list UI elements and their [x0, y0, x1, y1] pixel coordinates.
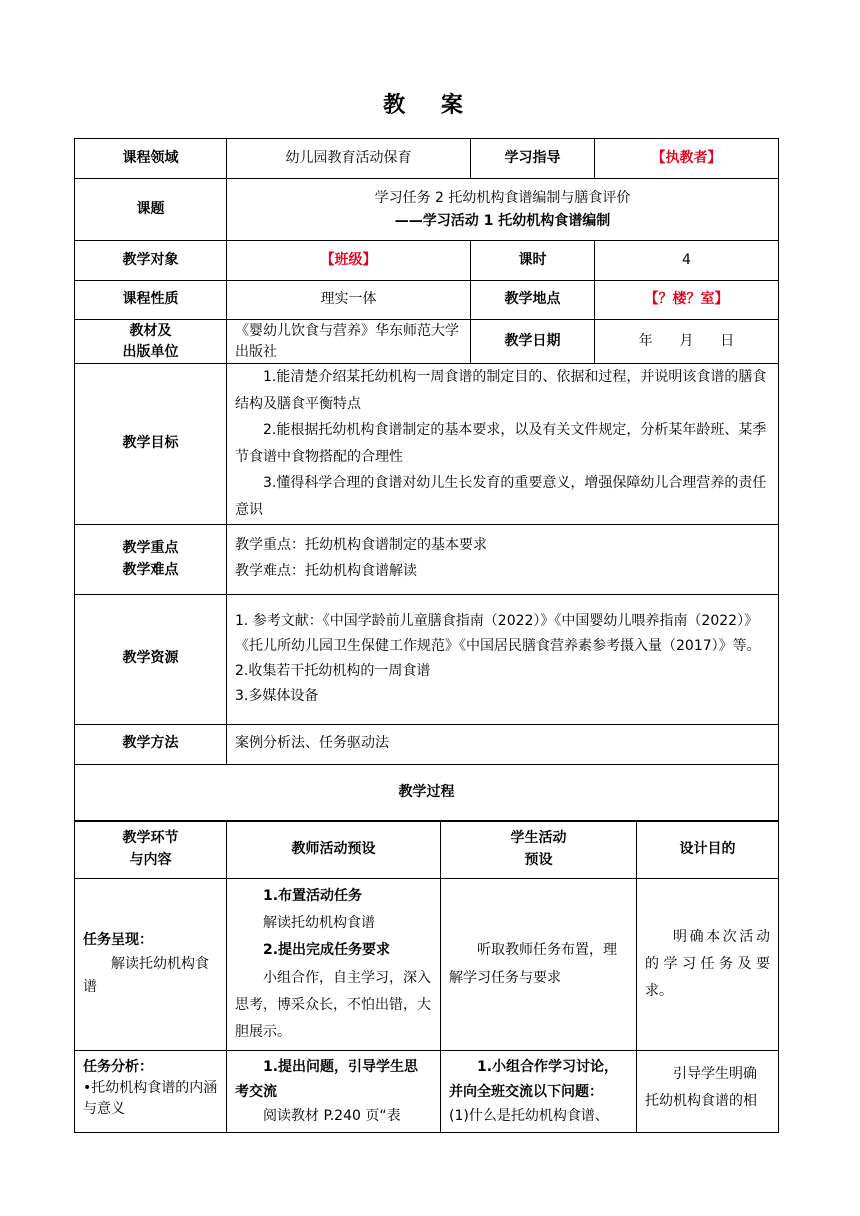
stage-body: 解读托幼机构食谱	[83, 955, 209, 996]
topic-value	[227, 179, 779, 241]
col-header-student-line-2: 预设	[524, 851, 553, 868]
teacher-text: 解读托幼机构食谱	[263, 914, 375, 931]
textbook-label	[75, 320, 227, 364]
topic-line-2: ——学习活动 1 托幼机构食谱编制	[394, 212, 611, 229]
student-cell	[441, 1051, 637, 1133]
teacher-heading: 1.布置活动任务	[263, 887, 363, 904]
methods-value: 案例分析法、任务驱动法	[227, 724, 779, 764]
textbook-label-line-1: 教材及	[129, 323, 172, 340]
hours-value: 4	[595, 241, 779, 281]
student-cell: 听取教师任务布置，理解学习任务与要求	[441, 879, 637, 1051]
purpose-cell: 明确本次活动的学习任务及要求。	[637, 879, 779, 1051]
course-field-label: 课程领域	[75, 139, 227, 179]
location-label: 教学地点	[471, 281, 595, 320]
target-value: 【班级】	[227, 241, 471, 281]
key-label: 教学重点	[122, 539, 179, 556]
difficult-point: 教学难点：托幼机构食谱解读	[235, 563, 417, 580]
key-difficult-value	[227, 524, 779, 594]
resource-item: 1. 参考文献：《中国学龄前儿童膳食指南（2022）》《中国婴幼儿喂养指南（2022）》《托儿所幼儿园卫生保健工作规范》《中国居民膳食营养素参考摄入量（2017）》等。	[235, 612, 761, 654]
nature-label: 课程性质	[75, 281, 227, 320]
textbook-label-line-2: 出版单位	[122, 343, 179, 360]
date-value: 年 月 日	[595, 320, 779, 364]
goals-label: 教学目标	[75, 364, 227, 525]
stage-cell	[75, 879, 227, 1051]
document-title: 教 案	[383, 93, 477, 118]
table-row	[75, 1051, 779, 1133]
teacher-text: 阅读教材 P.240 页“表	[263, 1108, 401, 1124]
teacher-heading: 2.提出完成任务要求	[263, 942, 391, 959]
hours-label: 课时	[471, 241, 595, 281]
guidance-value: 【执教者】	[595, 139, 779, 179]
col-header-stage	[75, 821, 227, 879]
col-header-teacher: 教师活动预设	[227, 821, 441, 879]
resources-value	[227, 594, 779, 724]
col-header-student	[441, 821, 637, 879]
key-difficult-label	[75, 524, 227, 594]
teacher-heading: 1.提出问题，引导学生思考交流	[235, 1059, 419, 1100]
stage-body: •托幼机构食谱的内涵与意义	[83, 1080, 218, 1117]
col-header-student-line-1: 学生活动	[510, 829, 567, 846]
student-text: (1)什么是托幼机构食谱、	[449, 1108, 609, 1124]
location-value: 【？楼？室】	[595, 281, 779, 320]
guidance-label: 学习指导	[471, 139, 595, 179]
stage-title: 任务分析：	[83, 1059, 153, 1075]
textbook-value: 《婴幼儿饮食与营养》华东师范大学出版社	[227, 320, 471, 364]
topic-label: 课题	[75, 179, 227, 241]
goal-item: 3.懂得科学合理的食谱对幼儿生长发育的重要意义，增强保障幼儿合理营养的责任意识	[235, 475, 767, 518]
process-section-title: 教学过程	[75, 764, 779, 821]
methods-label: 教学方法	[75, 724, 227, 764]
process-table	[74, 820, 779, 1133]
resource-item: 3.多媒体设备	[235, 688, 319, 705]
target-label: 教学对象	[75, 241, 227, 281]
teacher-cell	[227, 1051, 441, 1133]
date-label: 教学日期	[471, 320, 595, 364]
topic-line-1: 学习任务 2 托幼机构食谱编制与膳食评价	[374, 190, 631, 207]
stage-title: 任务呈现：	[83, 931, 153, 948]
goal-item: 1.能清楚介绍某托幼机构一周食谱的制定目的、依据和过程，并说明该食谱的膳食结构及膳食平衡特点	[235, 369, 767, 412]
goal-item: 2.能根据托幼机构食谱制定的基本要求，以及有关文件规定，分析某年龄班、某季节食谱中食物搭配的合理性	[235, 422, 767, 465]
course-field-value: 幼儿园教育活动保育	[227, 139, 471, 179]
lesson-info-table	[74, 138, 779, 822]
table-row	[75, 879, 779, 1051]
purpose-cell: 引导学生明确托幼机构食谱的相	[637, 1051, 779, 1133]
nature-value: 理实一体	[227, 281, 471, 320]
teacher-text: 小组合作，自主学习，深入思考，博采众长，不怕出错，大胆展示。	[235, 969, 431, 1041]
teacher-cell	[227, 879, 441, 1051]
difficult-label: 教学难点	[122, 562, 179, 579]
key-point: 教学重点：托幼机构食谱制定的基本要求	[235, 537, 487, 554]
col-header-purpose: 设计目的	[637, 821, 779, 879]
resources-label: 教学资源	[75, 594, 227, 724]
resource-item: 2.收集若干托幼机构的一周食谱	[235, 663, 431, 680]
col-header-stage-line-2: 与内容	[129, 851, 172, 868]
stage-cell	[75, 1051, 227, 1133]
goals-value	[227, 364, 779, 525]
student-heading: 1.小组合作学习讨论，并向全班交流以下问题：	[449, 1059, 619, 1100]
col-header-stage-line-1: 教学环节	[122, 829, 179, 846]
